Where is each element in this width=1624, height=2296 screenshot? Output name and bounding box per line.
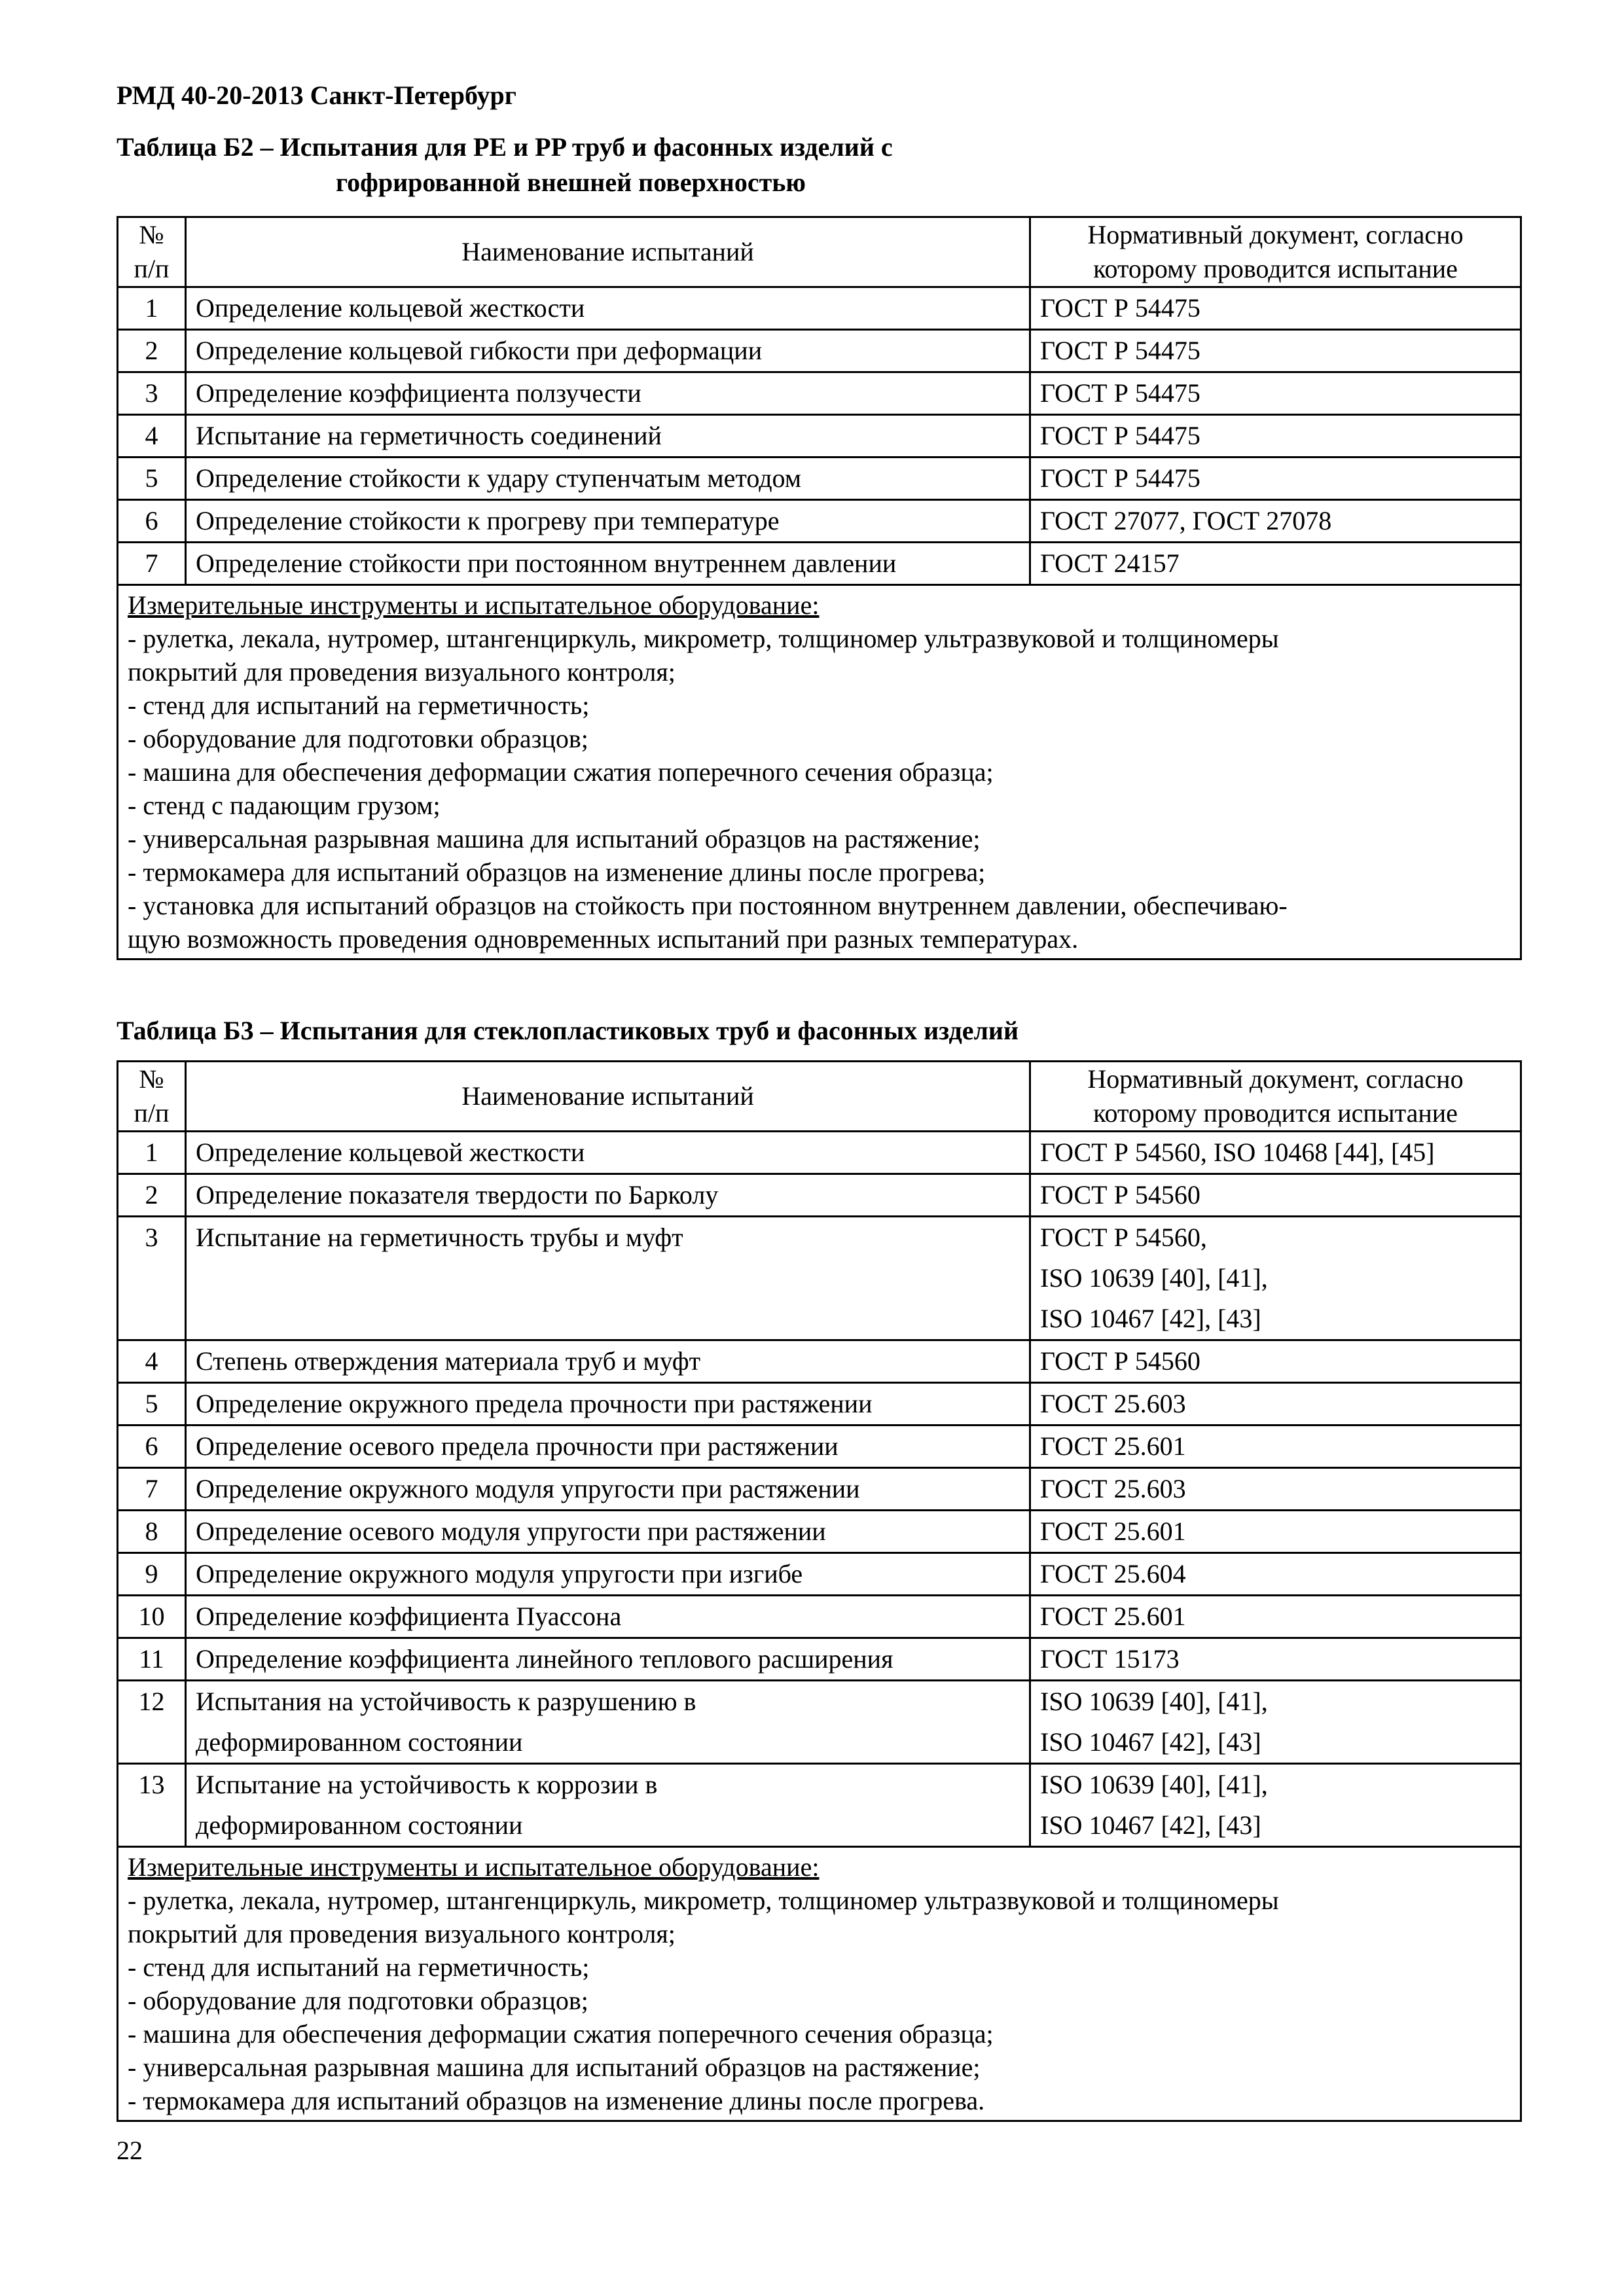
row-number: 3 [118, 372, 186, 415]
test-name [186, 1681, 1030, 1764]
table-row [118, 415, 1521, 457]
table-row [118, 1340, 1521, 1383]
col-header-norm-line1: Нормативный документ, согласно [1087, 220, 1464, 249]
row-number: 12 [118, 1681, 186, 1764]
row-number: 13 [118, 1764, 186, 1847]
table-row [118, 1638, 1521, 1681]
normative-document-line: ГОСТ 24157 [1040, 548, 1180, 578]
equipment-line: - оборудование для подготовки образцов; [128, 1986, 588, 2015]
normative-document-line: ГОСТ Р 54475 [1040, 293, 1200, 323]
test-name-line: Определение показателя твердости по Барколу [196, 1180, 719, 1210]
normative-document [1030, 415, 1521, 457]
table-b2-caption-line1: Таблица Б2 – Испытания для PE и PP труб и фасонных изделий с [117, 132, 893, 162]
equipment-line: - стенд для испытаний на герметичность; [128, 691, 590, 720]
normative-document [1030, 1174, 1521, 1217]
equipment-line: - стенд с падающим грузом; [128, 791, 441, 820]
equipment-line: - универсальная разрывная машина для испытаний образцов на растяжение; [128, 824, 981, 853]
table-row [118, 1132, 1521, 1174]
col-header-num-line1: № [139, 220, 164, 249]
test-name [186, 1174, 1030, 1217]
normative-document-line: ГОСТ 25.601 [1040, 1602, 1186, 1631]
equipment-line: - рулетка, лекала, нутромер, штангенциркуль, микрометр, толщиномер ультразвуковой и толщиномеры [128, 1886, 1279, 1915]
test-name [186, 1217, 1030, 1340]
page-number: 22 [117, 2136, 143, 2165]
table-b2-caption-line2: гофрированной внешней поверхностью [336, 168, 806, 197]
normative-document-line: ISO 10639 [40], [41], [1040, 1770, 1268, 1799]
test-name: Определение стойкости к удару ступенчатым методом [186, 457, 1030, 500]
normative-document [1030, 1764, 1521, 1847]
document-header: РМД 40-20-2013 Санкт-Петербург [117, 81, 516, 110]
test-name [186, 1511, 1030, 1553]
table-row [118, 372, 1521, 415]
test-name-line: Определение коэффициента линейного теплового расширения [196, 1644, 893, 1674]
normative-document-line: ГОСТ 25.601 [1040, 1431, 1186, 1461]
normative-document-line: ГОСТ Р 54560 [1040, 1180, 1200, 1210]
normative-document-line: ГОСТ Р 54560 [1040, 1346, 1200, 1376]
row-number: 5 [118, 1383, 186, 1426]
normative-document-line: ГОСТ 25.603 [1040, 1389, 1186, 1418]
table-row [118, 1426, 1521, 1468]
test-name [186, 1596, 1030, 1638]
test-name: Испытание на герметичность соединений [186, 415, 1030, 457]
col-header-norm-line1: Нормативный документ, согласно [1087, 1064, 1464, 1094]
row-number: 2 [118, 1174, 186, 1217]
test-name [186, 1383, 1030, 1426]
test-name-line: Определение осевого модуля упругости при растяжении [196, 1516, 826, 1546]
normative-document-line: ГОСТ 25.604 [1040, 1559, 1186, 1588]
test-name-line: Степень отверждения материала труб и муфт [196, 1346, 701, 1376]
row-number: 6 [118, 500, 186, 543]
equipment-line: - установка для испытаний образцов на стойкость при постоянном внутреннем давлении, обеспечиваю- [128, 891, 1288, 920]
normative-document [1030, 1553, 1521, 1596]
table-header-row [118, 1062, 1521, 1132]
test-name [186, 1468, 1030, 1511]
table-row [118, 500, 1521, 543]
normative-document-line: ГОСТ Р 54475 [1040, 463, 1200, 493]
equipment-line: - машина для обеспечения деформации сжатия поперечного сечения образца; [128, 757, 994, 787]
normative-document-line: ГОСТ 25.601 [1040, 1516, 1186, 1546]
table-row [118, 1596, 1521, 1638]
table-row [118, 1553, 1521, 1596]
equipment-line: покрытий для проведения визуального контроля; [128, 657, 676, 687]
col-header-name: Наименование испытаний [186, 1062, 1030, 1132]
col-header-norm-line2: которому проводится испытание [1093, 254, 1458, 283]
equipment-line: - рулетка, лекала, нутромер, штангенциркуль, микрометр, толщиномер ультразвуковой и толщиномеры [128, 624, 1279, 653]
normative-document-line: ISO 10467 [42], [43] [1040, 1727, 1261, 1757]
test-name: Определение стойкости при постоянном внутреннем давлении [186, 543, 1030, 585]
table-b2 [117, 216, 1522, 960]
normative-document-line: ISO 10639 [40], [41], [1040, 1263, 1268, 1293]
normative-document [1030, 543, 1521, 585]
table-row [118, 330, 1521, 372]
normative-document-line: ГОСТ 15173 [1040, 1644, 1180, 1674]
normative-document-line: ISO 10467 [42], [43] [1040, 1304, 1261, 1333]
col-header-num-line1: № [139, 1064, 164, 1094]
equipment-row [118, 585, 1521, 960]
test-name: Определение кольцевой жесткости [186, 287, 1030, 330]
normative-document [1030, 1383, 1521, 1426]
equipment-row [118, 1847, 1521, 2121]
col-header-norm [1030, 1062, 1521, 1132]
equipment-line: - машина для обеспечения деформации сжатия поперечного сечения образца; [128, 2019, 994, 2049]
normative-document [1030, 1596, 1521, 1638]
equipment-line: - оборудование для подготовки образцов; [128, 724, 588, 753]
test-name [186, 1426, 1030, 1468]
table-row [118, 1174, 1521, 1217]
test-name-line: Определение осевого предела прочности при растяжении [196, 1431, 839, 1461]
test-name-line: Испытания на устойчивость к разрушению в [196, 1687, 696, 1716]
equipment-line: - термокамера для испытаний образцов на изменение длины после прогрева. [128, 2086, 985, 2115]
normative-document [1030, 500, 1521, 543]
normative-document-line: ISO 10467 [42], [43] [1040, 1810, 1261, 1840]
equipment-title: Измерительные инструменты и испытательное оборудование: [128, 1852, 820, 1882]
row-number: 1 [118, 287, 186, 330]
test-name [186, 1553, 1030, 1596]
normative-document [1030, 457, 1521, 500]
col-header-num [118, 217, 186, 287]
normative-document-line: ГОСТ Р 54475 [1040, 421, 1200, 450]
normative-document-line: ГОСТ Р 54475 [1040, 336, 1200, 365]
normative-document [1030, 1217, 1521, 1340]
test-name [186, 1132, 1030, 1174]
table-row [118, 543, 1521, 585]
test-name: Определение стойкости к прогреву при температуре [186, 500, 1030, 543]
table-row [118, 457, 1521, 500]
test-name-line: Определение окружного модуля упругости при изгибе [196, 1559, 803, 1588]
row-number: 10 [118, 1596, 186, 1638]
row-number: 3 [118, 1217, 186, 1340]
table-header-row [118, 217, 1521, 287]
test-name-line: Испытание на герметичность трубы и муфт [196, 1223, 683, 1252]
col-header-norm [1030, 217, 1521, 287]
row-number: 7 [118, 543, 186, 585]
equipment-title: Измерительные инструменты и испытательное оборудование: [128, 590, 820, 620]
row-number: 4 [118, 415, 186, 457]
table-row [118, 1764, 1521, 1847]
table-row [118, 1468, 1521, 1511]
normative-document-line: ГОСТ Р 54560, ISO 10468 [44], [45] [1040, 1138, 1435, 1167]
row-number: 9 [118, 1553, 186, 1596]
equipment-line: - термокамера для испытаний образцов на изменение длины после прогрева; [128, 857, 986, 887]
row-number: 7 [118, 1468, 186, 1511]
col-header-num-line2: п/п [134, 1098, 170, 1128]
col-header-num-line2: п/п [134, 254, 170, 283]
row-number: 6 [118, 1426, 186, 1468]
normative-document-line: ГОСТ 25.603 [1040, 1474, 1186, 1503]
equipment-line: - универсальная разрывная машина для испытаний образцов на растяжение; [128, 2053, 981, 2082]
normative-document [1030, 372, 1521, 415]
table-row [118, 1511, 1521, 1553]
row-number: 1 [118, 1132, 186, 1174]
normative-document-line: ГОСТ Р 54475 [1040, 378, 1200, 408]
row-number: 5 [118, 457, 186, 500]
col-header-name: Наименование испытаний [186, 217, 1030, 287]
normative-document-line: ГОСТ Р 54560, [1040, 1223, 1207, 1252]
table-b3-caption: Таблица Б3 – Испытания для стеклопластиковых труб и фасонных изделий [117, 1016, 1019, 1045]
test-name-line: Испытание на устойчивость к коррозии в [196, 1770, 658, 1799]
row-number: 4 [118, 1340, 186, 1383]
row-number: 11 [118, 1638, 186, 1681]
table-row [118, 287, 1521, 330]
row-number: 2 [118, 330, 186, 372]
normative-document [1030, 1638, 1521, 1681]
table-b3 [117, 1060, 1522, 2122]
equipment-line: - стенд для испытаний на герметичность; [128, 1952, 590, 1982]
normative-document [1030, 1511, 1521, 1553]
equipment-line: покрытий для проведения визуального контроля; [128, 1919, 676, 1948]
equipment-line: щую возможность проведения одновременных испытаний при разных температурах. [128, 924, 1079, 954]
normative-document-line: ГОСТ 27077, ГОСТ 27078 [1040, 506, 1332, 535]
test-name [186, 1764, 1030, 1847]
col-header-num [118, 1062, 186, 1132]
normative-document [1030, 287, 1521, 330]
test-name: Определение кольцевой гибкости при деформации [186, 330, 1030, 372]
test-name-line: Определение окружного модуля упругости при растяжении [196, 1474, 860, 1503]
normative-document [1030, 1340, 1521, 1383]
test-name-line: Определение окружного предела прочности при растяжении [196, 1389, 873, 1418]
normative-document [1030, 330, 1521, 372]
table-b2-caption [117, 130, 893, 200]
normative-document [1030, 1132, 1521, 1174]
normative-document-line: ISO 10639 [40], [41], [1040, 1687, 1268, 1716]
test-name-line: Определение кольцевой жесткости [196, 1138, 585, 1167]
col-header-norm-line2: которому проводится испытание [1093, 1098, 1458, 1128]
test-name-line: деформированном состоянии [196, 1810, 523, 1840]
test-name: Определение коэффициента ползучести [186, 372, 1030, 415]
normative-document [1030, 1468, 1521, 1511]
normative-document [1030, 1426, 1521, 1468]
table-row [118, 1681, 1521, 1764]
equipment-cell [118, 585, 1521, 960]
row-number: 8 [118, 1511, 186, 1553]
table-row [118, 1217, 1521, 1340]
normative-document [1030, 1681, 1521, 1764]
test-name [186, 1340, 1030, 1383]
test-name-line: Определение коэффициента Пуассона [196, 1602, 622, 1631]
equipment-cell [118, 1847, 1521, 2121]
test-name [186, 1638, 1030, 1681]
table-row [118, 1383, 1521, 1426]
test-name-line: деформированном состоянии [196, 1727, 523, 1757]
